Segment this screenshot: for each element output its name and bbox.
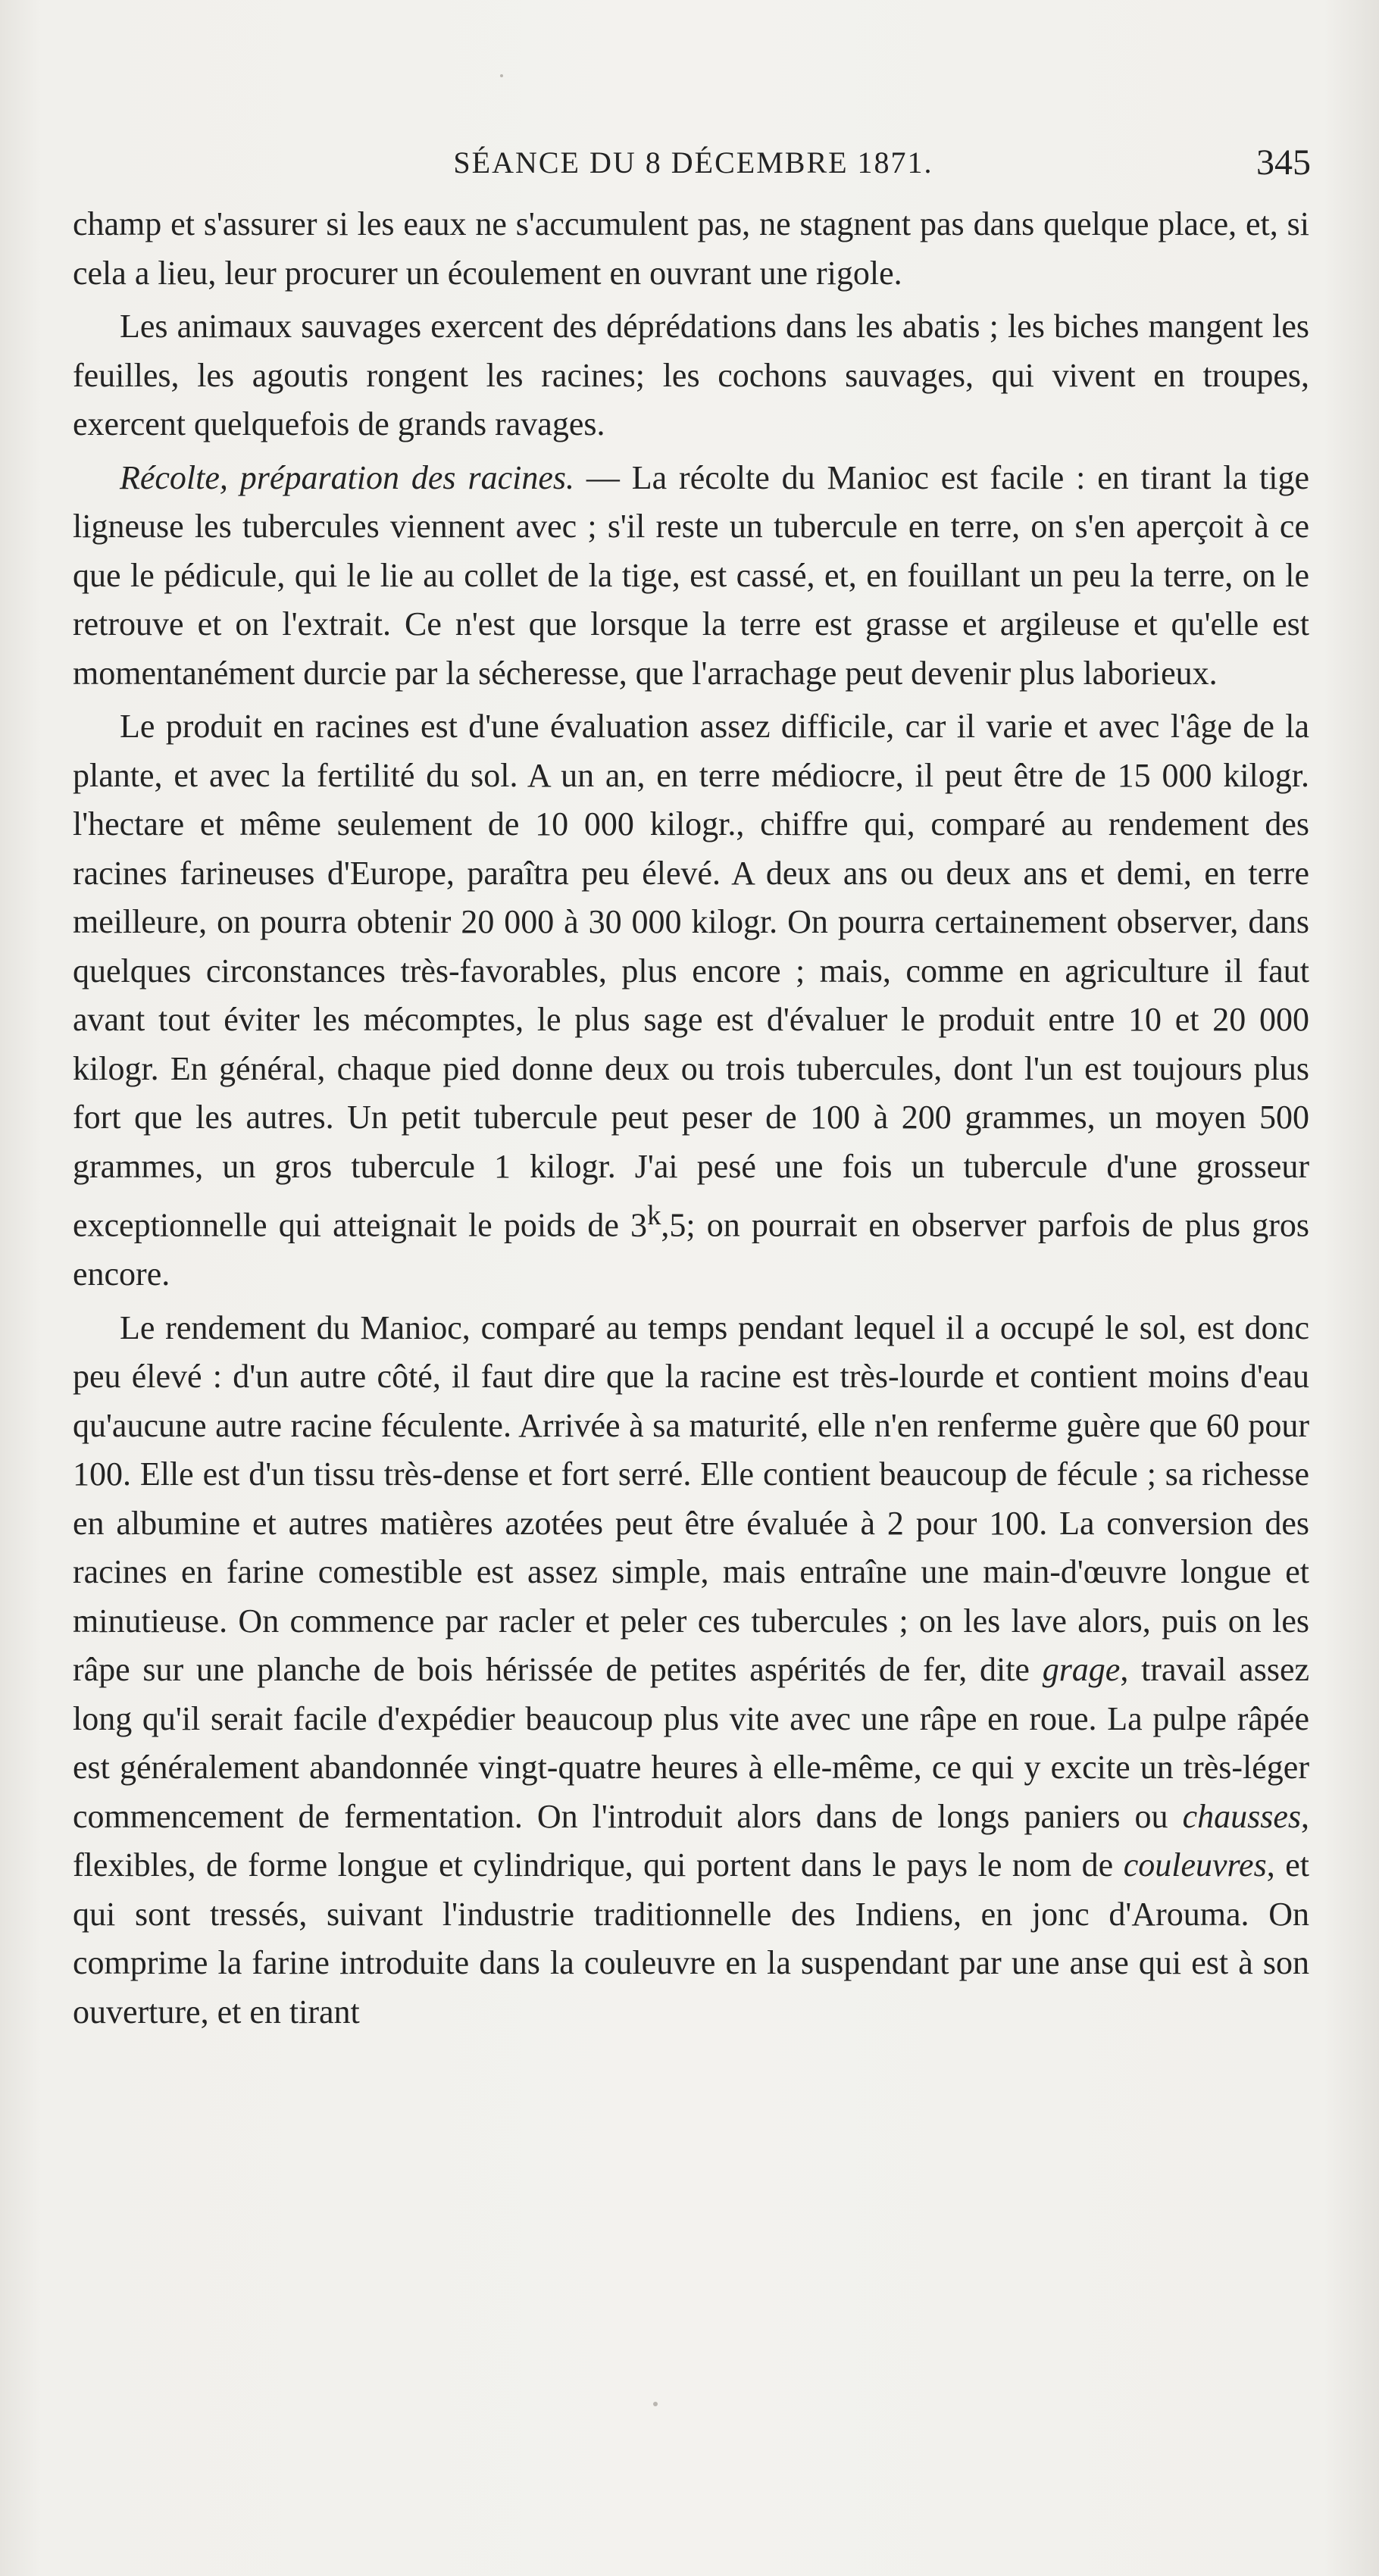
paragraph-continuation: [73, 200, 1309, 298]
paper-speck: [500, 74, 503, 77]
paragraph-yield: [73, 702, 1309, 1299]
paragraph-processing: [73, 1304, 1309, 2037]
italic-term: grage: [1042, 1651, 1121, 1689]
superscript: k: [647, 1199, 661, 1230]
paragraph-text: , flexibles, de forme longue et cylindrique, qui portent dans le pays le nom de: [73, 1797, 1309, 1884]
paragraph-text: , et qui sont tressés, suivant l'industrie traditionnelle des Indiens, en jonc d'Arouma. On comprime la farine introduite dans la couleuvre en la suspendant par une anse qui est à son ouverture, et en tirant: [73, 1846, 1309, 2030]
italic-term: chausses: [1182, 1797, 1301, 1835]
italic-term: couleuvres: [1123, 1846, 1267, 1884]
paragraph-text: , travail assez long qu'il serait facile d'expédier beaucoup plus vite avec une râpe en roue. La pulpe râpée est généralement abandonnée vingt-quatre heures à elle-même, ce qui y excite un très-léger commencement de fermentation. On l'introduit alors dans de longs paniers ou: [73, 1651, 1310, 1835]
section-heading: Récolte, préparation des racines.: [120, 458, 574, 496]
paragraph-text: Le produit en racines est d'une évaluation assez difficile, car il varie et avec l'âge de la plante, et avec la fertilité du sol. A un an, en terre médiocre, il peut être de 15 000 kilogr. l'hectare et même seulement de 10 000 kilogr., chiffre qui, comparé au rendement des racines farineuses d'Europe, paraîtra peu élevé. A deux ans ou deux ans et demi, en terre meilleure, on pourra obtenir 20 000 à 30 000 kilogr. On pourra certainement observer, dans quelques circonstances très-favorables, plus encore ; mais, comme en agriculture il faut avant tout éviter les mécomptes, le plus sage est d'évaluer le produit entre 10 et 20 000 kilogr. En général, chaque pied donne deux ou trois tubercules, dont l'un est toujours plus fort que les autres. Un petit tubercule peut peser de 100 à 200 grammes, un moyen 500 grammes, un gros tubercule 1 kilogr. J'ai pesé une fois un tubercule d'une grosseur exceptionnelle qui atteignait le poids de 3: [73, 708, 1309, 1244]
paragraph-wild-animals: [73, 302, 1309, 449]
paper-speck: [653, 2402, 658, 2406]
running-title: SÉANCE DU 8 DÉCEMBRE 1871.: [453, 145, 933, 180]
paragraph-text: champ et s'assurer si les eaux ne s'accumulent pas, ne stagnent pas dans quelque place, et, si cela a lieu, leur procurer un écoulement en ouvrant une rigole.: [73, 205, 1309, 292]
body-text: [73, 200, 1309, 2037]
paragraph-harvest: [73, 454, 1309, 699]
paragraph-text: Le rendement du Manioc, comparé au temps pendant lequel il a occupé le sol, est donc peu élevé : d'un autre côté, il faut dire que la racine est très-lourde et contient moins d'eau qu'aucune autre racine féculente. Arrivée à sa maturité, elle n'en renferme guère que 60 pour 100. Elle est d'un tissu très-dense et fort serré. Elle contient beaucoup de fécule ; sa richesse en albumine et autres matières azotées peut être évaluée à 2 pour 100. La conversion des racines en farine comestible est assez simple, mais entraîne une main-d'œuvre longue et minutieuse. On commence par racler et peler ces tubercules ; on les lave alors, puis on les râpe sur une planche de bois hérissée de petites aspérités de fer, dite: [73, 1308, 1309, 1689]
paragraph-text: Les animaux sauvages exercent des déprédations dans les abatis ; les biches mangent les feuilles, les agoutis rongent les racines; les cochons sauvages, qui vivent en troupes, exercent quelquefois de grands ravages.: [73, 308, 1309, 442]
page-number: 345: [1256, 142, 1311, 183]
running-head: [76, 136, 1311, 189]
paragraph-text: — La récolte du Manioc est facile : en tirant la tige ligneuse les tubercules viennent avec ; s'il reste un tubercule en terre, on s'en aperçoit à ce que le pédicule, qui le lie au collet de la tige, est cassé, et, en fouillant un peu la terre, on le retrouve et on l'extrait. Ce n'est que lorsque la terre est grasse et argileuse et qu'elle est momentanément durcie par la sécheresse, que l'arrachage peut devenir plus laborieux.: [73, 458, 1309, 692]
paragraph-text: ,5; on pourrait en observer parfois de plus gros encore.: [73, 1206, 1309, 1293]
